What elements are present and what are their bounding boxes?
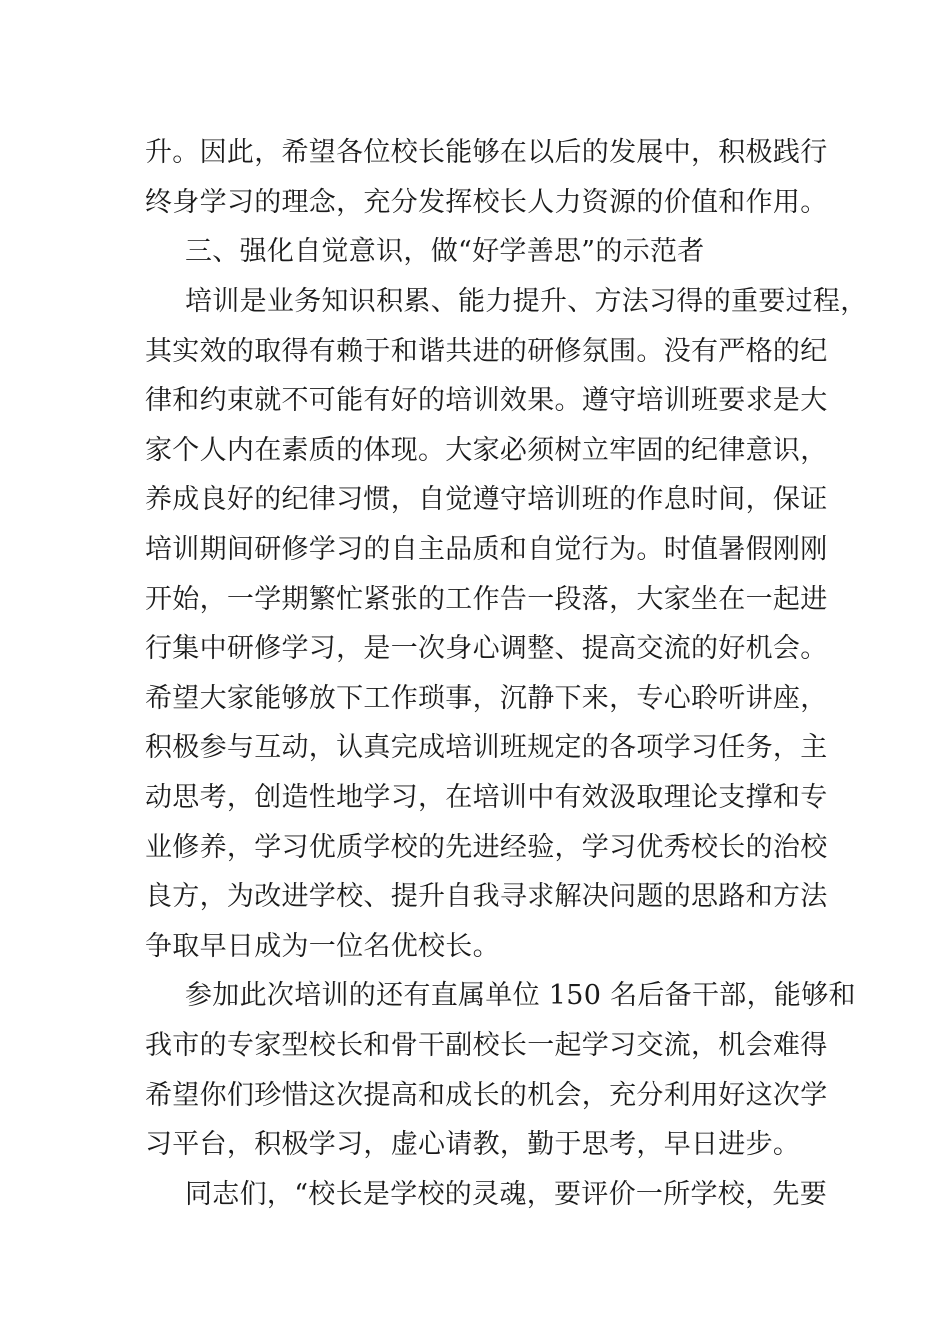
paragraph-line: 参加此次培训的还有直属单位 150 名后备干部，能够和: [185, 980, 856, 1011]
paragraph-line: 开始，一学期繁忙紧张的工作告一段落，大家坐在一起进: [145, 584, 828, 615]
section-heading: 三、强化自觉意识，做“好学善思”的示范者: [185, 236, 705, 267]
paragraph-line: 希望大家能够放下工作琐事，沉静下来，专心聆听讲座，: [145, 683, 828, 714]
paragraph-line: 升。因此，希望各位校长能够在以后的发展中，积极践行: [145, 137, 828, 168]
paragraph-line: 良方，为改进学校、提升自我寻求解决问题的思路和方法: [145, 881, 828, 912]
paragraph-line: 其实效的取得有赖于和谐共进的研修氛围。没有严格的纪: [145, 336, 828, 367]
paragraph-line: 养成良好的纪律习惯，自觉遵守培训班的作息时间，保证: [145, 484, 828, 515]
paragraph-line: 终身学习的理念，充分发挥校长人力资源的价值和作用。: [145, 187, 828, 218]
paragraph-line: 业修养，学习优质学校的先进经验，学习优秀校长的治校: [145, 832, 828, 863]
paragraph-line: 培训期间研修学习的自主品质和自觉行为。时值暑假刚刚: [145, 534, 828, 565]
paragraph-line: 动思考，创造性地学习，在培训中有效汲取理论支撑和专: [145, 782, 828, 813]
paragraph-line: 希望你们珍惜这次提高和成长的机会，充分利用好这次学: [145, 1080, 828, 1111]
paragraph-line: 律和约束就不可能有好的培训效果。遵守培训班要求是大: [145, 385, 828, 416]
paragraph-line: 争取早日成为一位名优校长。: [145, 931, 500, 962]
paragraph-line: 积极参与互动，认真完成培训班规定的各项学习任务，主: [145, 732, 828, 763]
paragraph-line: 行集中研修学习，是一次身心调整、提高交流的好机会。: [145, 633, 828, 664]
paragraph-line: 同志们，“校长是学校的灵魂，要评价一所学校，先要: [185, 1179, 828, 1210]
paragraph-line: 习平台，积极学习，虚心请教，勤于思考，早日进步。: [145, 1129, 801, 1160]
paragraph-line: 家个人内在素质的体现。大家必须树立牢固的纪律意识，: [145, 435, 828, 466]
paragraph-line: 培训是业务知识积累、能力提升、方法习得的重要过程，: [185, 286, 868, 317]
paragraph-line: 我市的专家型校长和骨干副校长一起学习交流，机会难得: [145, 1030, 828, 1061]
